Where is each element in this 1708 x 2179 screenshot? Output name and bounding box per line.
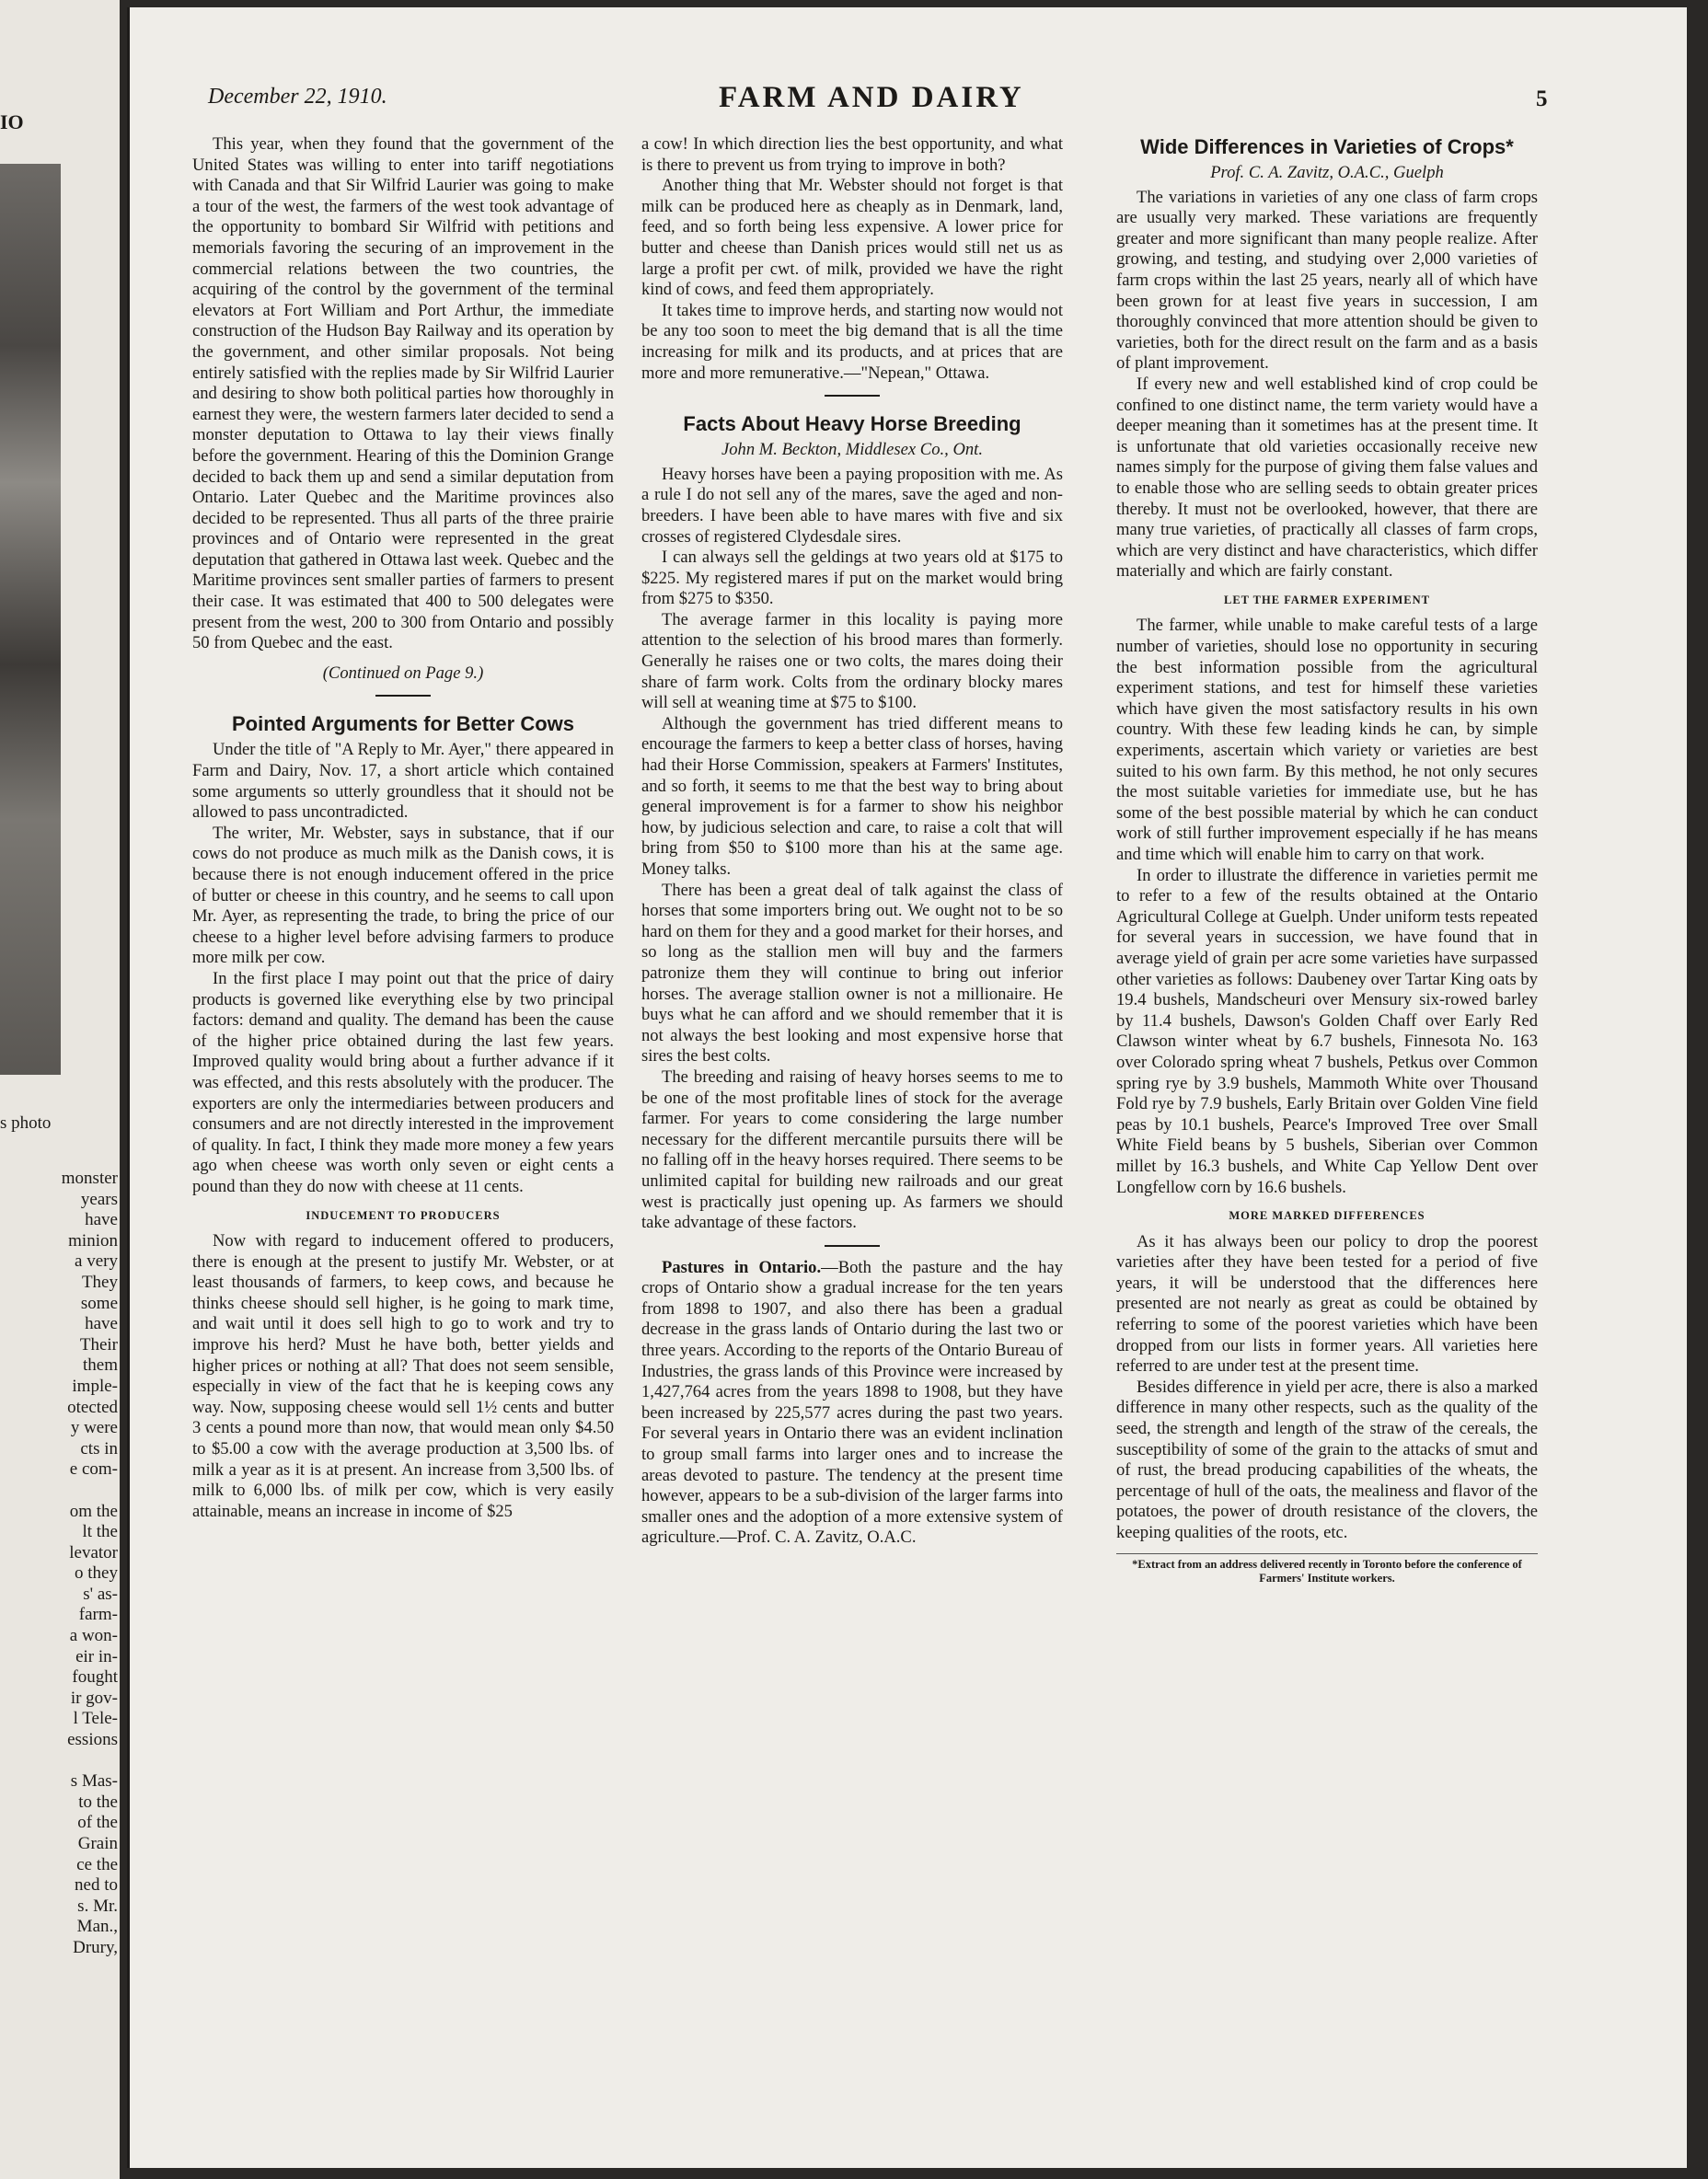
article-paragraph: This year, when they found that the government of the United States was willing to enter into tariff negotiations with Canada and that Sir Wilfrid Laurier was going to make a tour of the west, the farmers of the west took advantage of the opportunity to bombard Sir Wilfrid with petitions and memorials favoring the securing of an improvement in the commercial relations between the two countries, the acquiring of the control by the government of the terminal elevators at Fort William and Port Arthur, the immediate construction of the Hudson Bay Railway and its operation by the government, and other similar proposals. Not being entirely satisfied with the replies made by Sir Wilfrid Laurier and desiring to show both political parties how thoroughly in earnest they were, the western farmers later decided to send a monster deputation to Ottawa to lay their views finally before the government. Hearing of this the Dominion Grange decided to back them up and send a similar deputation from Ontario. Later Quebec and the Maritime provinces also decided to be represented. Thus all parts of the three prairie provinces and of Ontario were represented in the great deputation that gathered in Ottawa last week. Quebec and the Maritime provinces sent smaller parties of farmers to present their case. It was estimated that 400 to 500 delegates were present from the west, 200 to 300 from Ontario and possibly 50 from Quebec and the east.	[192, 134, 614, 653]
article-paragraph: a cow! In which direction lies the best opportunity, and what is there to prevent us from trying to improve in both?	[641, 134, 1063, 175]
previous-page-line: cts in	[80, 1438, 118, 1458]
previous-page-line: y were	[70, 1418, 118, 1438]
page-number: 5	[1536, 86, 1548, 111]
previous-page-line: of the	[77, 1813, 118, 1833]
note-text: —Both the pasture and the hay crops of Ontario show a gradual increase for the ten years from 1898 to 1907, and also there has been a gradual decrease in the grass lands of Ontario during the last two or three years. According to the reports of the Ontario Bureau of Industries, the grass lands of this Province were increased by 1,427,764 acres from the years 1898 to 1908, but they have been increased by 225,577 acres during the past two years. For several years in Ontario there was an evident inclination to group small farms into larger ones and to increase the areas devoted to pasture. The tendency at the present time however, appears to be a sub-division of the larger farms into smaller ones and the adoption of a more extensive system of agriculture.—Prof. C. A. Zavitz, O.A.C.	[641, 1257, 1063, 1548]
previous-page-line: s. Mr.	[77, 1896, 118, 1916]
note-lead: Pastures in Ontario.	[662, 1257, 822, 1277]
article-paragraph: It takes time to improve herds, and starting now would not be any too soon to meet the big demand that is all the time increasing for milk and its products, and at prices that are more and more remunerative.—"Nepean," Ottawa.	[641, 300, 1063, 383]
previous-page-line: l Tele-	[73, 1709, 118, 1729]
column-1	[192, 134, 614, 1522]
article-paragraph: The average farmer in this locality is paying more attention to the selection of his brood mares than formerly. Generally he raises one or two colts, the mares doing their share of farm work. Colts from the ordinary blocky mares will sell at weaning time at $75 to $100.	[641, 609, 1063, 713]
previous-page-line: years	[80, 1189, 118, 1209]
previous-page-line: some	[80, 1293, 118, 1313]
previous-page-line: have	[85, 1210, 118, 1230]
previous-page-line: o they	[75, 1563, 118, 1584]
article-paragraph: The breeding and raising of heavy horses seems to me to be one of the most profitable lines of stock for the average farmer. For years to come considering the large number necessary for the different mercantile pursuits there will be no falling off in the heavy horses required. There seems to be unlimited capital for building new railroads and our great west is practically just opening up. As farmers we should take advantage of these factors.	[641, 1066, 1063, 1233]
article-heading: Facts About Heavy Horse Breeding	[683, 412, 1021, 436]
previous-page-line: Drury,	[73, 1937, 118, 1957]
previous-page-line: om the	[69, 1501, 118, 1521]
column-2	[641, 134, 1063, 1549]
previous-page-line: e com-	[69, 1459, 118, 1480]
previous-page-line: minion	[68, 1230, 118, 1251]
article-paragraph: Under the title of "A Reply to Mr. Ayer," there appeared in Farm and Dairy, Nov. 17, a short article which contained some arguments so utterly groundless that it should not be allowed to pass uncontradicted.	[192, 740, 614, 823]
article-paragraph: The variations in varieties of any one class of farm crops are usually very marked. These variations are frequently greater and more significant than many people realize. After growing, and testing, and studying over 2,000 varieties of farm crops within the last 25 years, nearly all of which have been grown for at least five years in succession, I am thoroughly convinced that more attention should be given to varieties, both for the direct result on the farm and as a basis of plant improvement.	[1116, 187, 1538, 374]
previous-page-line: monster	[61, 1169, 118, 1188]
previous-page-line: to the	[78, 1792, 118, 1812]
article-paragraph: Another thing that Mr. Webster should not forget is that milk can be produced here as cheaply as in Denmark, land, feed, and so forth being less expensive. A lower price for butter and cheese than Danish prices would still net us as large a profit per cwt. of milk, provided we have the right kind of cows, and feed them appropriately.	[641, 176, 1063, 300]
previous-page-caption: s photo	[0, 1113, 52, 1133]
previous-page-line: eir in-	[75, 1646, 118, 1666]
article-paragraph: As it has always been our policy to drop the poorest varieties after they have been tested for a period of five years, it will be understood that the differences here presented are not nearly as great as could be obtained by referring to some of the poorest varieties which have been dropped from our lists in former years. All varieties here referred to are under test at the present time.	[1116, 1231, 1538, 1377]
previous-page-line: essions	[67, 1730, 118, 1750]
previous-page-line: levator	[69, 1542, 118, 1562]
article-paragraph: The writer, Mr. Webster, says in substance, that if our cows do not produce as much milk as the Danish cows, it is because there is not enough inducement offered in the price of butter or cheese in this country, and he seems to call upon Mr. Ayer, as representing the trade, to bring the price of our cheese to a higher level before advising farmers to produce more milk per cow.	[192, 823, 614, 968]
previous-page-line: Grain	[77, 1834, 118, 1853]
article-heading: Pointed Arguments for Better Cows	[232, 712, 574, 736]
divider	[825, 1245, 880, 1247]
previous-page-line	[0, 1751, 118, 1772]
issue-date: December 22, 1910.	[208, 85, 387, 109]
previous-page-line: a very	[75, 1251, 118, 1272]
previous-page-number: IO	[0, 110, 24, 133]
divider	[375, 695, 431, 697]
previous-page-line: s Mas-	[70, 1771, 118, 1792]
article-paragraph: Heavy horses have been a paying proposition with me. As a rule I do not sell any of the mares, save the aged and non-breeders. I have been able to have mares with five and six crosses of registered Clydesdale sires.	[641, 464, 1063, 547]
article-paragraph: In order to illustrate the difference in varieties permit me to refer to a few of the results obtained at the Ontario Agricultural College at Guelph. Under uniform tests repeated for several years in succession, we have found that in average yield of grain per acre some varieties have surpassed other varieties as follows: Daubeney over Tartar King oats by 19.4 bushels, Mandscheuri over Mensury six-rowed barley by 11.4 bushels, Dawson's Golden Chaff over Early Red Clawson winter wheat by 6.7 bushels, Finnesota No. 163 over Colorado spring wheat 7 bushels, Petkus over Common spring rye by 3.9 bushels, Mammoth White over Thousand Fold rye by 7.9 bushels, Early Britain over Golden Vine field peas by 10.1 bushels, Pearce's Improved Tree over Small White Field beans by 5 bushels, Siberian over Common millet by 16.3 bushels, and White Cap Yellow Dent over Longfellow corn by 16.6 bushels.	[1116, 865, 1538, 1197]
previous-page-line: a won-	[69, 1626, 118, 1646]
article-byline: John M. Beckton, Middlesex Co., Ont.	[721, 440, 983, 460]
previous-page-line: otected	[67, 1397, 118, 1417]
article-heading: Wide Differences in Varieties of Crops*	[1140, 135, 1514, 158]
divider	[825, 395, 880, 397]
article-paragraph: Besides difference in yield per acre, there is also a marked difference in many other respects, such as the quality of the seed, the strength and length of the straw of the cereals, the susceptibility of some of the grain to the attacks of smut and of rust, the bread producing capabilities of the wheats, the percentage of hull of the oats, the mealiness and flavor of the potatoes, the power of drouth resistance of the clovers, the keeping qualities of the roots, etc.	[1116, 1377, 1538, 1542]
article-paragraph: Although the government has tried different means to encourage the farmers to keep a better class of horses, having had their Horse Commission, speakers at Farmers' Institutes, and so forth, it seems to me that the best way to bring about general improvement is for a farmer to show his neighbor how, by judicious selection and care, to raise a colt that will bring from $50 to $100 more than his at the same age. Money talks.	[641, 713, 1063, 879]
previous-page-line: fought	[72, 1667, 118, 1688]
article-paragraph: Now with regard to inducement offered to producers, there is enough at the present to justify Mr. Webster, or at least thousands of farmers, to keep cows, and because he thinks cheese should sell higher, is he going to mark time, and wait until it does sell high to go to work and try to improve his herd? Must he have both, better yields and higher prices or nothing at all? That does not seem sensible, especially in view of the fact that he is keeping cows any way. Now, supposing cheese would sell 1½ cents and butter 3 cents a pound more than now, that would mean only $4.50 to $5.00 a cow with the average production at 3,500 lbs. of milk a year as it is at present. An increase from 3,500 lbs. of milk to 6,000 lbs. of milk per cow, which is very easily attainable, means an increase in income of $25	[192, 1231, 614, 1521]
previous-page-photo	[0, 164, 61, 1075]
article-paragraph: The farmer, while unable to make careful tests of a large number of varieties, should lose no opportunity in securing the best information possible from the agricultural experiment stations, and test for himself these varieties which have given the most satisfactory results in his own country. With these few leading kinds he can, by simple experiments, ascertain which variety or varieties are best suited to his own farm. By this method, he not only secures the most suitable varieties for immediate use, but he has some of the best possible material by which he can conduct work of still further improvement especially if he has means and time which will enable him to carry on that work.	[1116, 616, 1538, 864]
previous-page-edge	[0, 0, 120, 2179]
article-paragraph: There has been a great deal of talk against the class of horses that some importers bring out. We ought not to be so hard on them for they and a good market for their horses, and so long as the stallion men will buy and the farmers patronize them they will continue to bring out inferior horses. The average stallion owner is not a millionaire. He buys what he can afford and we should remember that it is not always the best looking and most expensive horse that sires the best colts.	[641, 880, 1063, 1066]
pastures-note	[641, 1258, 1063, 1549]
masthead: FARM AND DAIRY	[719, 81, 1024, 114]
section-subhead: MORE MARKED DIFFERENCES	[1229, 1209, 1425, 1223]
previous-page-text	[0, 1169, 118, 1959]
previous-page-line: farm-	[78, 1605, 118, 1625]
previous-page-line: Their	[79, 1334, 118, 1355]
article-paragraph: If every new and well established kind of crop could be confined to one distinct name, the term variety would have a deeper meaning than it sometimes has at the present time. It is unfortunate that old varieties occasionally receive new names simply for the purpose of giving them false values and to enable those who are selling seeds to obtain greater prices thereby. It must not be overlooked, however, that there are many true varieties, of practically all classes of farm crops, which are very distinct and have characteristics, which differ materially and which are fairly constant.	[1116, 374, 1538, 582]
previous-page-line: have	[85, 1314, 118, 1334]
article-paragraph: In the first place I may point out that the price of dairy products is governed like everything else by two principal factors: demand and quality. The demand has been the cause of the higher price obtained during the last few years. Improved quality would bring about a further advance if it was effected, and this rests absolutely with the producer. The exporters are only the intermediaries between producers and consumers and are not directly interested in the improvement of quality. In fact, I think they made more money a few years ago when cheese was worth only seven or eight cents a pound than they do now with cheese at 11 cents.	[192, 968, 614, 1196]
newspaper-page	[127, 7, 1687, 2168]
article-paragraph: I can always sell the geldings at two years old at $175 to $225. My registered mares if put on the market would bring from $275 to $350.	[641, 548, 1063, 609]
previous-page-line: them	[83, 1355, 118, 1376]
column-3	[1116, 134, 1538, 1585]
previous-page-line: imple-	[72, 1376, 118, 1396]
continued-note: (Continued on Page 9.)	[322, 663, 484, 683]
article-byline: Prof. C. A. Zavitz, O.A.C., Guelph	[1210, 163, 1444, 182]
previous-page-line: lt the	[82, 1522, 118, 1542]
previous-page-line	[0, 1481, 118, 1502]
previous-page-line: ce the	[76, 1854, 118, 1874]
section-subhead: LET THE FARMER EXPERIMENT	[1224, 593, 1430, 606]
section-subhead: INDUCEMENT TO PRODUCERS	[306, 1208, 501, 1222]
previous-page-line: s' as-	[83, 1584, 118, 1604]
footnote: *Extract from an address delivered recently in Toronto before the conference of Farmers' Institute workers.	[1116, 1553, 1538, 1585]
page-header	[130, 81, 1687, 131]
previous-page-line: ned to	[75, 1875, 118, 1896]
previous-page-line: ir gov-	[70, 1688, 118, 1708]
previous-page-line: They	[81, 1272, 118, 1292]
previous-page-line: Man.,	[76, 1917, 118, 1937]
